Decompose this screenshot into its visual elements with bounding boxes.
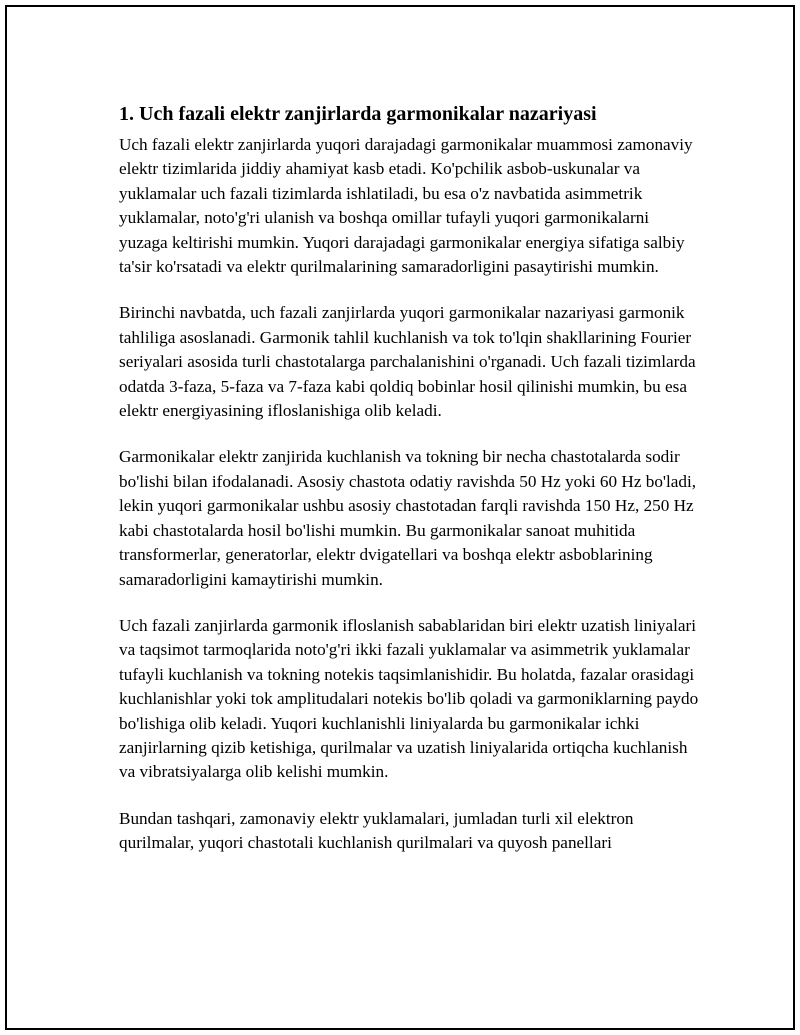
paragraph-5: Bundan tashqari, zamonaviy elektr yuklamalari, jumladan turli xil elektron qurilmalar, yuqori chastotali kuchlanish qurilmalari va quyosh panellari: [119, 808, 634, 853]
paragraph-4: Uch fazali zanjirlarda garmonik ifloslanish sabablaridan biri elektr uzatish liniyalari va taqsimot tarmoqlarida noto'g'ri ikki fazali yuklamalar va asimmetrik yuklamalar tufayli kuchlanish va tokning notekis taqsimlanishidir. Bu holatda, fazalar orasidagi kuchlanishlar yoki tok amplitudalari notekis bo'lib qoladi va garmoniklarning paydo bo'lishiga olib keladi. Yuqori kuchlanishli liniyalarda bu garmonikalar ichki zanjirlarning qizib ketishiga, qurilmalar va uzatish liniyalarida ortiqcha kuchlanish va vibratsiyalarga olib kelishi mumkin.: [119, 615, 699, 782]
section-heading: 1. Uch fazali elektr zanjirlarda garmonikalar nazariyasi: [119, 103, 597, 125]
paragraph-1: Uch fazali elektr zanjirlarda yuqori darajadagi garmonikalar muammosi zamonaviy elektr tizimlarida jiddiy ahamiyat kasb etadi. Ko'pchilik asbob-uskunalar va yuklamalar uch fazali tizimlarda ishlatiladi, bu esa o'z navbatida asimmetrik yuklamalar, noto'g'ri ulanish va boshqa omillar tufayli yuqori garmonikalarni yuzaga keltirishi mumkin. Yuqori darajadagi garmonikalar energiya sifatiga salbiy ta'sir ko'rsatadi va elektr qurilmalarining samaradorligini pasaytirishi mumkin.: [119, 135, 693, 277]
paragraph-3: Garmonikalar elektr zanjirida kuchlanish va tokning bir necha chastotalarda sodir bo'lishi bilan ifodalanadi. Asosiy chastota odatiy ravishda 50 Hz yoki 60 Hz bo'ladi, lekin yuqori garmonikalar ushbu asosiy chastotadan farqli ravishda 150 Hz, 250 Hz kabi chastotalarda hosil bo'lishi mumkin. Bu garmonikalar sanoat muhitida transformerlar, generatorlar, elektr dvigatellari va boshqa elektr asboblarining samaradorligini kamaytirishi mumkin.: [119, 447, 697, 589]
page-frame: [5, 5, 795, 1030]
paragraph-2: Birinchi navbatda, uch fazali zanjirlarda yuqori garmonikalar nazariyasi garmonik tahliliga asoslanadi. Garmonik tahlil kuchlanish va tok to'lqin shakllarining Fourier seriyalari asosida turli chastotalarga parchalanishini o'rganadi. Uch fazali tizimlarda odatda 3-faza, 5-faza va 7-faza kabi qoldiq bobinlar hosil qilinishi mumkin, bu esa elektr energiyasining ifloslanishiga olib keladi.: [119, 303, 696, 421]
document-body: [119, 101, 699, 878]
